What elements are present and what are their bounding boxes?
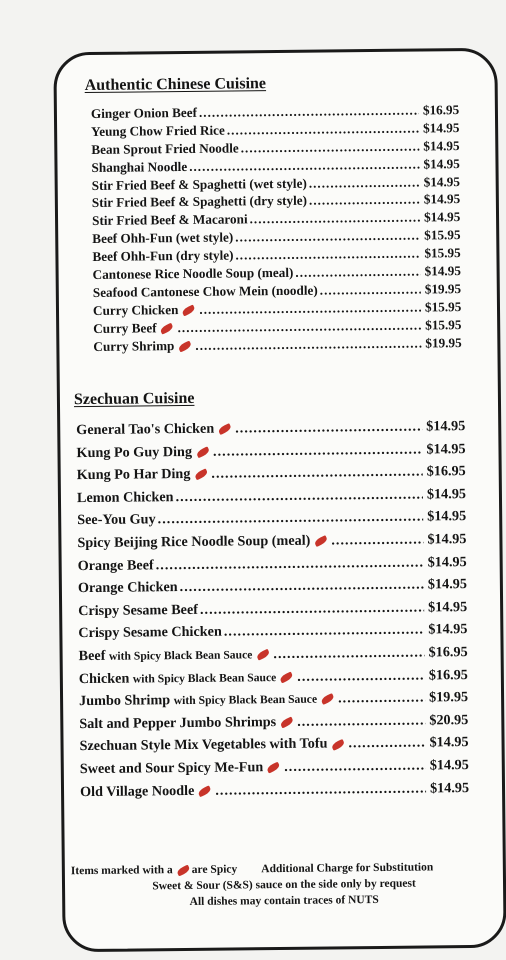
dot-leader: [273, 641, 424, 665]
menu-item-name: [93, 301, 198, 320]
dot-leader: [227, 119, 419, 139]
chili-pepper-icon: [255, 649, 270, 661]
menu-item-price: $14.95: [423, 137, 460, 154]
nuts-note: All dishes may contain traces of NUTS: [189, 893, 379, 908]
menu-item-name: [78, 554, 154, 577]
menu-item-price: $20.95: [429, 711, 469, 729]
dot-leader: [348, 732, 425, 755]
menu-item-name-text: Curry Beef: [93, 319, 157, 336]
menu-item-name-text: Stir Fried Beef & Spaghetti (dry style): [91, 193, 308, 211]
substitution-note: Additional Charge for Substitution: [261, 861, 434, 876]
dot-leader: [297, 709, 425, 733]
menu-item-price: $14.95: [427, 531, 467, 548]
menu-item-price: $14.95: [427, 576, 467, 593]
menu-item-price: $14.95: [428, 621, 468, 638]
menu-item-price: $14.95: [427, 553, 467, 571]
menu-item-name: [79, 711, 295, 736]
menu-item-name: [92, 211, 248, 231]
menu-list: [60, 415, 502, 804]
section-szechuan: [60, 387, 502, 804]
menu-item-name-text: See-You Guy: [77, 511, 156, 529]
menu-item-price: $19.95: [425, 334, 462, 351]
dot-leader: [180, 574, 425, 599]
dot-leader: [158, 506, 424, 531]
menu-footer: [65, 859, 503, 912]
menu-item-name: [78, 576, 178, 600]
menu-item-price: $19.95: [424, 280, 462, 297]
dot-leader: [215, 777, 426, 802]
spicy-note-prefix: Items marked with a: [70, 864, 173, 878]
section-authentic-chinese: [57, 73, 498, 356]
menu-item-name-text: Stir Fried Beef & Macaroni: [91, 211, 248, 229]
menu-item-name-text: Spicy Beijing Rice Noodle Soup (meal): [77, 532, 311, 552]
chili-pepper-icon: [177, 341, 192, 353]
menu-item: [64, 776, 502, 803]
dot-leader: [200, 596, 424, 621]
dot-leader: [249, 209, 420, 229]
dot-leader: [241, 137, 420, 157]
menu-item-name: [92, 174, 307, 194]
menu-item-name: [78, 599, 198, 623]
menu-item-name-text: Sweet and Sour Spicy Me-Fun: [79, 759, 264, 778]
menu-item-name: [79, 733, 346, 758]
menu-item-price: $14.95: [423, 173, 461, 190]
dot-leader: [211, 461, 423, 486]
menu-item-price: $14.95: [423, 191, 461, 207]
chili-pepper-icon: [160, 323, 175, 335]
menu-item-name: [77, 529, 329, 554]
section-heading: Szechuan Cuisine: [73, 389, 195, 409]
chili-pepper-icon: [279, 716, 294, 728]
menu-item-name-text: Stir Fried Beef & Spaghetti (wet style): [91, 175, 307, 193]
menu-item-sauce: with Spicy Black Bean Sauce: [173, 692, 318, 708]
menu-item-name-text: Jumbo Shrimp: [79, 692, 171, 710]
menu-item-price: $15.95: [424, 227, 461, 243]
menu-item-name-text: Beef Ohh-Fun (wet style): [92, 229, 234, 247]
chili-pepper-icon: [313, 535, 328, 547]
menu-item-name-text: Lemon Chicken: [76, 488, 174, 506]
menu-item-name-text: Chicken: [78, 670, 130, 687]
chili-pepper-icon: [194, 469, 209, 481]
menu-item-name-text: Shanghai Noodle: [91, 158, 188, 175]
menu-item-price: $14.95: [426, 440, 466, 458]
menu-item-name-text: Beef Ohh-Fun (dry style): [92, 247, 234, 265]
menu-item-price: $14.95: [423, 119, 460, 136]
menu-item-price: $14.95: [426, 485, 467, 503]
menu-item-price: $16.95: [428, 666, 468, 683]
dot-leader: [338, 687, 425, 711]
dot-leader: [195, 334, 421, 354]
dot-leader: [309, 191, 420, 210]
menu-item-price: $14.95: [423, 209, 461, 225]
dot-leader: [235, 245, 420, 265]
menu-item-price: $14.95: [429, 756, 469, 774]
menu-item-name-text: Old Village Noodle: [79, 782, 195, 800]
menu-item-name: [91, 121, 225, 140]
menu-item-price: $14.95: [423, 155, 460, 172]
menu-item-name-text: Seafood Cantonese Chow Mein (noodle): [92, 282, 318, 300]
chili-pepper-icon: [331, 738, 346, 750]
dot-leader: [297, 664, 425, 688]
menu-item-name-text: Cantonese Rice Noodle Soup (meal): [92, 264, 294, 282]
menu-item-price: $16.95: [422, 102, 460, 118]
menu-item-name-text: Kung Po Har Ding: [76, 466, 191, 484]
menu-item-name-text: Crispy Sesame Beef: [78, 601, 199, 619]
menu-item-name: [93, 336, 193, 355]
menu-item-name-text: Curry Chicken: [92, 301, 179, 318]
dot-leader: [309, 173, 420, 192]
menu-item-price: $15.95: [424, 245, 461, 261]
menu-item-name-text: Ginger Onion Beef: [90, 104, 198, 121]
menu-item-name-text: Kung Po Guy Ding: [76, 443, 193, 461]
menu-item-name-text: Orange Chicken: [77, 579, 178, 597]
dot-leader: [295, 263, 420, 282]
menu-list: [57, 101, 498, 356]
menu-item-name: [78, 621, 222, 645]
chili-pepper-icon: [197, 785, 212, 797]
menu-item-sauce: with Spicy Black Bean Sauce: [132, 670, 277, 686]
menu-item-name-text: Yeung Chow Fried Rice: [91, 122, 225, 139]
menu-item-name: [80, 779, 214, 803]
menu-item-price: $15.95: [425, 316, 462, 333]
dot-leader: [224, 619, 425, 644]
menu-item-name-text: Szechuan Style Mix Vegetables with Tofu: [79, 735, 328, 755]
chili-pepper-icon: [176, 864, 191, 876]
menu-item-name: [76, 417, 233, 441]
menu-item-name: [91, 158, 187, 177]
menu-item-name-text: Crispy Sesame Chicken: [78, 623, 222, 642]
menu-item-price: $15.95: [424, 298, 462, 315]
menu-item-price: $16.95: [426, 463, 466, 480]
sauce-note: Sweet & Sour (S&S) sauce on the side only by request: [152, 877, 416, 893]
menu-item: [59, 333, 497, 355]
menu-item-name: [92, 229, 233, 248]
menu-item-price: $19.95: [428, 689, 469, 706]
section-heading: Authentic Chinese Cuisine: [84, 75, 267, 95]
chili-pepper-icon: [181, 305, 196, 317]
menu-card: [53, 48, 506, 953]
menu-item-name: [93, 282, 318, 302]
dot-leader: [175, 483, 423, 508]
dot-leader: [199, 102, 419, 122]
menu-item-name-text: Bean Sprout Fried Noodle: [91, 140, 239, 157]
menu-item-name: [80, 756, 283, 781]
menu-item-name-text: Orange Beef: [77, 556, 154, 574]
dot-leader: [235, 227, 420, 247]
menu-item-name: [77, 486, 174, 510]
menu-item-name-text: Beef: [78, 647, 106, 665]
menu-item-name-text: Curry Shrimp: [93, 337, 175, 354]
menu-item-price: $14.95: [428, 598, 468, 616]
menu-item-name: [93, 319, 176, 338]
menu-item-price: $14.95: [424, 263, 461, 279]
spicy-note: [71, 861, 238, 879]
chili-pepper-icon: [266, 762, 281, 774]
menu-item-name: [92, 247, 233, 266]
menu-item-price: $16.95: [428, 643, 468, 661]
menu-item-name: [92, 192, 307, 212]
dot-leader: [235, 416, 422, 441]
menu-item-price: $14.95: [429, 734, 469, 751]
menu-item-name-text: General Tao's Chicken: [76, 420, 215, 439]
chili-pepper-icon: [195, 446, 210, 458]
chili-pepper-icon: [320, 693, 335, 705]
dot-leader: [320, 280, 421, 299]
menu-item-price: $14.95: [426, 418, 466, 435]
menu-item-name: [79, 643, 272, 669]
dot-leader: [284, 754, 426, 778]
menu-item-name: [77, 463, 210, 487]
menu-item-sauce: with Spicy Black Bean Sauce: [108, 648, 253, 663]
menu-item-name: [77, 509, 156, 532]
dot-leader: [156, 551, 424, 576]
chili-pepper-icon: [217, 423, 232, 435]
menu-item-name: [93, 264, 294, 284]
dot-leader: [331, 528, 423, 552]
dot-leader: [199, 298, 421, 318]
menu-item-name: [91, 104, 197, 123]
menu-item-name: [91, 139, 239, 158]
menu-item-name-text: Salt and Pepper Jumbo Shrimps: [79, 713, 277, 732]
spicy-note-suffix: are Spicy: [191, 863, 238, 876]
chili-pepper-icon: [279, 671, 294, 683]
menu-item-price: $14.95: [427, 508, 467, 525]
menu-item-name: [76, 440, 211, 464]
dot-leader: [213, 438, 423, 463]
menu-item-price: $14.95: [429, 779, 470, 796]
